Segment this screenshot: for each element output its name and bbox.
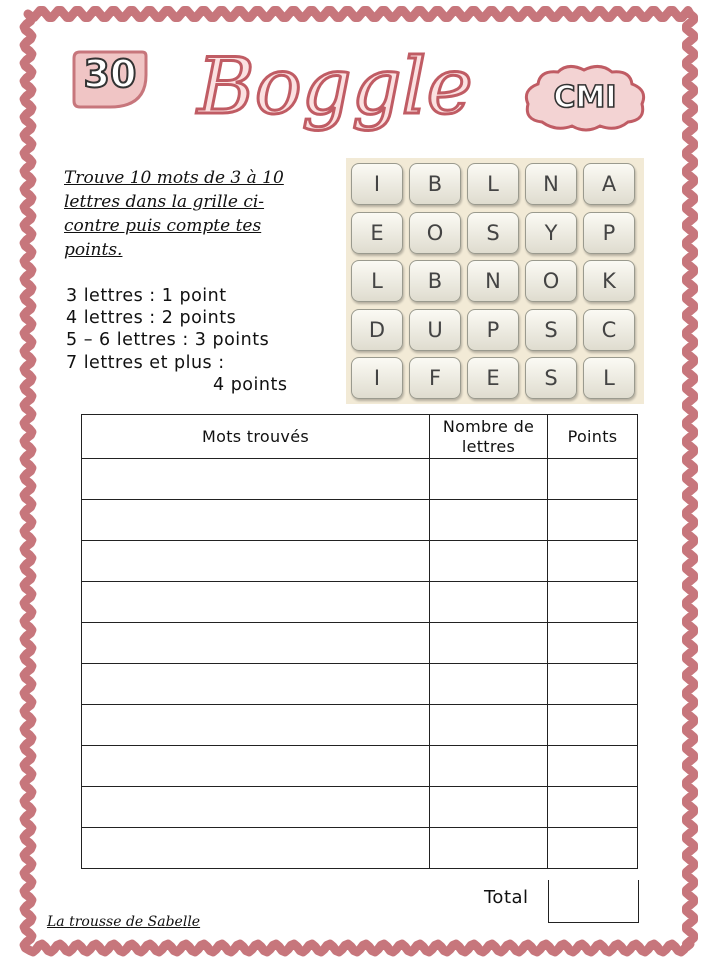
word-cell[interactable]: [82, 623, 430, 664]
word-cell[interactable]: [82, 664, 430, 705]
grid-cell: E: [467, 357, 519, 399]
word-cell[interactable]: [82, 582, 430, 623]
words-table: [81, 414, 638, 869]
word-cell[interactable]: [82, 828, 430, 869]
word-cell[interactable]: [82, 541, 430, 582]
points-cell[interactable]: [548, 746, 638, 787]
letter-count-cell[interactable]: [430, 582, 548, 623]
word-cell[interactable]: [82, 705, 430, 746]
rule-3-letters: 3 lettres : 1 point: [66, 286, 227, 306]
table-row: [82, 746, 638, 787]
points-cell[interactable]: [548, 541, 638, 582]
table-row: [82, 541, 638, 582]
rule-5-6-letters: 5 – 6 lettres : 3 points: [66, 330, 270, 350]
grid-cell: L: [351, 260, 403, 302]
table-row: [82, 664, 638, 705]
rule-4-letters: 4 lettres : 2 points: [66, 308, 237, 328]
letter-count-cell[interactable]: [430, 541, 548, 582]
header-letter-count: Nombre de lettres: [430, 415, 548, 459]
table-row: [82, 459, 638, 500]
grid-cell: K: [583, 260, 635, 302]
points-cell[interactable]: [548, 459, 638, 500]
grid-cell: B: [409, 163, 461, 205]
points-cell[interactable]: [548, 582, 638, 623]
grid-cell: S: [467, 212, 519, 254]
instructions-text: Trouve 10 mots de 3 à 10 lettres dans la grille ci-contre puis compte tes points.: [64, 168, 284, 260]
grid-cell: C: [583, 309, 635, 351]
header-words-found: Mots trouvés: [82, 415, 430, 459]
grid-cell: S: [525, 309, 577, 351]
grid-cell: O: [525, 260, 577, 302]
rule-7-plus-letters: 7 lettres et plus :: [66, 353, 225, 373]
letter-count-cell[interactable]: [430, 705, 548, 746]
grid-cell: N: [525, 163, 577, 205]
points-cell[interactable]: [548, 705, 638, 746]
footer-credit: La trousse de Sabelle: [47, 914, 201, 930]
letter-count-cell[interactable]: [430, 787, 548, 828]
points-cell[interactable]: [548, 500, 638, 541]
number-badge-text: 30: [83, 52, 137, 96]
grid-cell: A: [583, 163, 635, 205]
word-cell[interactable]: [82, 746, 430, 787]
letter-count-cell[interactable]: [430, 500, 548, 541]
table-row: [82, 500, 638, 541]
grid-cell: P: [467, 309, 519, 351]
level-label: CMI: [553, 80, 617, 115]
letter-count-cell[interactable]: [430, 459, 548, 500]
title-logo: [190, 35, 480, 135]
total-points-cell[interactable]: [548, 880, 639, 923]
letter-count-cell[interactable]: [430, 623, 548, 664]
points-cell[interactable]: [548, 623, 638, 664]
grid-cell: P: [583, 212, 635, 254]
table-row: [82, 582, 638, 623]
grid-cell: L: [583, 357, 635, 399]
grid-cell: I: [351, 357, 403, 399]
grid-cell: E: [351, 212, 403, 254]
page-title: Boggle: [197, 42, 473, 132]
word-cell[interactable]: [82, 500, 430, 541]
grid-cell: Y: [525, 212, 577, 254]
letter-count-cell[interactable]: [430, 746, 548, 787]
grid-cell: O: [409, 212, 461, 254]
grid-cell: L: [467, 163, 519, 205]
total-label: Total: [484, 887, 529, 908]
table-row: [82, 787, 638, 828]
letter-count-cell[interactable]: [430, 664, 548, 705]
boggle-grid: [346, 158, 644, 404]
word-cell[interactable]: [82, 787, 430, 828]
rule-7-plus-points: 4 points: [213, 375, 288, 395]
grid-cell: S: [525, 357, 577, 399]
grid-cell: F: [409, 357, 461, 399]
word-cell[interactable]: [82, 459, 430, 500]
table-row: [82, 623, 638, 664]
points-cell[interactable]: [548, 828, 638, 869]
points-cell[interactable]: [548, 664, 638, 705]
header-points: Points: [548, 415, 638, 459]
table-row: [82, 705, 638, 746]
grid-cell: D: [351, 309, 403, 351]
grid-cell: N: [467, 260, 519, 302]
grid-cell: U: [409, 309, 461, 351]
grid-cell: B: [409, 260, 461, 302]
grid-cell: I: [351, 163, 403, 205]
letter-count-cell[interactable]: [430, 828, 548, 869]
points-cell[interactable]: [548, 787, 638, 828]
table-row: [82, 828, 638, 869]
